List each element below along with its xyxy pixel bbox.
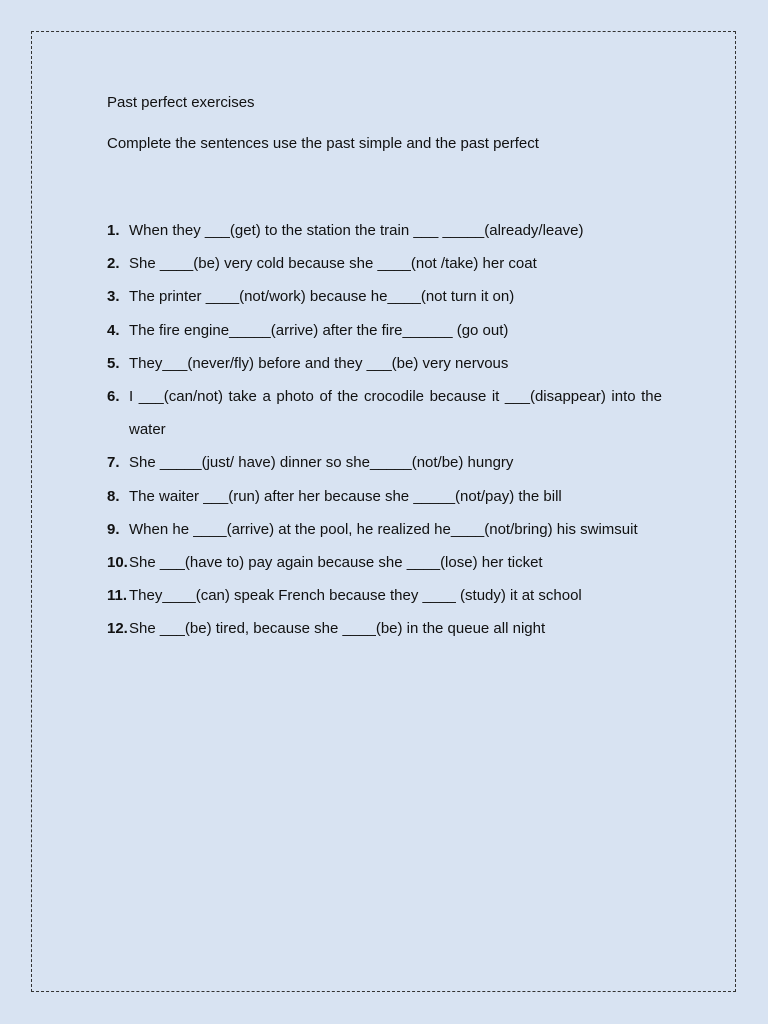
- exercise-number: 2.: [107, 255, 120, 273]
- exercise-item-8: [107, 480, 662, 513]
- exercise-number: 10.: [107, 554, 128, 572]
- exercise-number: 11.: [107, 587, 128, 605]
- document-title: Past perfect exercises: [107, 94, 255, 111]
- exercise-number: 4.: [107, 321, 120, 339]
- exercise-item-10: [107, 546, 662, 579]
- exercise-item-7: [107, 446, 662, 479]
- exercise-item-9: [107, 513, 662, 546]
- exercise-number: 12.: [107, 620, 128, 638]
- exercise-text: They____(can) speak French because they ____ (study) it at school: [129, 587, 582, 605]
- exercise-number: 6.: [107, 388, 120, 406]
- exercise-number: 8.: [107, 487, 120, 505]
- exercise-item-6: [107, 380, 662, 446]
- exercise-text: She ___(have to) pay again because she ____(lose) her ticket: [129, 554, 543, 572]
- exercise-text: The waiter ___(run) after her because she _____(not/pay) the bill: [129, 487, 562, 505]
- exercise-item-11: [107, 579, 662, 612]
- exercise-number: 3.: [107, 288, 120, 306]
- exercise-item-4: [107, 314, 662, 347]
- exercise-text: She _____(just/ have) dinner so she_____(not/be) hungry: [129, 454, 514, 472]
- exercise-number: 9.: [107, 520, 120, 538]
- exercise-item-5: [107, 347, 662, 380]
- exercise-text: When he ____(arrive) at the pool, he realized he____(not/bring) his swimsuit: [129, 520, 638, 538]
- document-instructions: Complete the sentences use the past simple and the past perfect: [107, 135, 539, 152]
- exercise-number: 1.: [107, 222, 120, 239]
- exercise-text: The fire engine_____(arrive) after the fire______ (go out): [129, 321, 509, 339]
- exercise-text: She ___(be) tired, because she ____(be) in the queue all night: [129, 620, 546, 638]
- exercise-number: 5.: [107, 354, 120, 372]
- exercise-text: When they ___(get) to the station the train ___ _____(already/leave): [129, 222, 584, 239]
- exercise-item-3: [107, 280, 662, 313]
- exercise-text: The printer ____(not/work) because he____(not turn it on): [129, 288, 515, 306]
- exercise-item-12: [107, 612, 662, 645]
- exercise-text: She ____(be) very cold because she ____(not /take) her coat: [129, 255, 537, 273]
- exercise-number: 7.: [107, 454, 120, 472]
- exercise-text: They___(never/fly) before and they ___(be) very nervous: [129, 354, 509, 372]
- exercise-list: [107, 214, 662, 646]
- exercise-item-1: [107, 214, 662, 247]
- exercise-text: I ___(can/not) take a photo of the crocodile because it ___(disappear) into the water: [129, 388, 662, 439]
- exercise-item-2: [107, 247, 662, 280]
